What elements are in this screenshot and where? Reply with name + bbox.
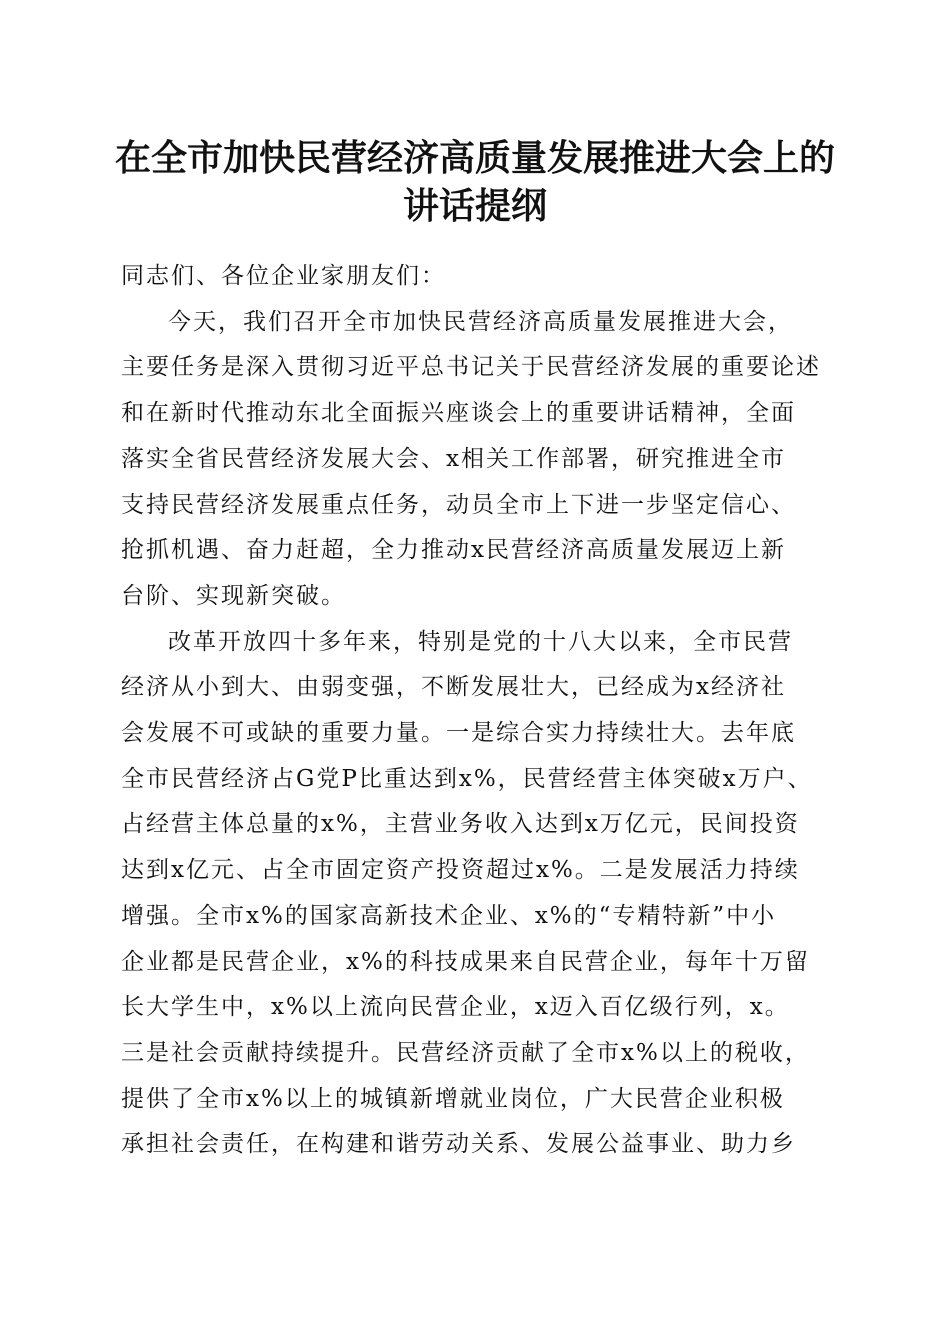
paragraph-line: 企业都是民营企业，x%的科技成果来自民营企业，每年十万留 xyxy=(121,948,810,975)
paragraph-line: 改革开放四十多年来，特别是党的十八大以来，全市民营 xyxy=(168,628,793,655)
paragraph-line: 承担社会责任，在构建和谐劳动关系、发展公益事业、助力乡 xyxy=(121,1131,796,1158)
document-body xyxy=(121,254,833,1168)
document-title xyxy=(100,134,850,230)
paragraph-line: 和在新时代推动东北全面振兴座谈会上的重要讲话精神，全面 xyxy=(121,400,796,427)
paragraph-line: 提供了全市x%以上的城镇新增就业岗位，广大民营企业积极 xyxy=(121,1085,785,1112)
paragraph-line: 占经营主体总量的x%，主营业务收入达到x万亿元，民间投资 xyxy=(121,811,800,838)
paragraph-line: 今天，我们召开全市加快民营经济高质量发展推进大会， xyxy=(168,308,793,335)
paragraph-line: 抢抓机遇、奋力赶超，全力推动x民营经济高质量发展迈上新 xyxy=(121,537,786,564)
paragraph-line: 长大学生中，x%以上流向民营企业，x迈入百亿级行列，x。 xyxy=(121,994,790,1021)
paragraph-line: 主要任务是深入贯彻习近平总书记关于民营经济发展的重要论述 xyxy=(121,354,821,381)
paragraph-line: 增强。全市x%的国家高新技术企业、x%的“专精特新”中小 xyxy=(121,902,777,929)
title-line-2: 讲话提纲 xyxy=(402,185,547,227)
paragraph-line: 达到x亿元、占全市固定资产投资超过x%。二是发展活力持续 xyxy=(121,857,800,884)
paragraph-line: 经济从小到大、由弱变强，不断发展壮大，已经成为x经济社 xyxy=(121,674,786,701)
title-line-1: 在全市加快民营经济高质量发展推进大会上的 xyxy=(114,137,835,179)
paragraph-line: 支持民营经济发展重点任务，动员全市上下进一步坚定信心、 xyxy=(121,491,796,518)
paragraph-line: 台阶、实现新突破。 xyxy=(121,582,346,609)
paragraph-line: 全市民营经济占G党P比重达到x%，民营经营主体突破x万户、 xyxy=(121,765,813,792)
paragraph-line: 会发展不可或缺的重要力量。一是综合实力持续壮大。去年底 xyxy=(121,720,796,747)
paragraph-line: 落实全省民营经济发展大会、x相关工作部署，研究推进全市 xyxy=(121,445,786,472)
paragraph-line: 三是社会贡献持续提升。民营经济贡献了全市x%以上的税收， xyxy=(121,1039,810,1066)
salutation: 同志们、各位企业家朋友们： xyxy=(121,263,446,289)
